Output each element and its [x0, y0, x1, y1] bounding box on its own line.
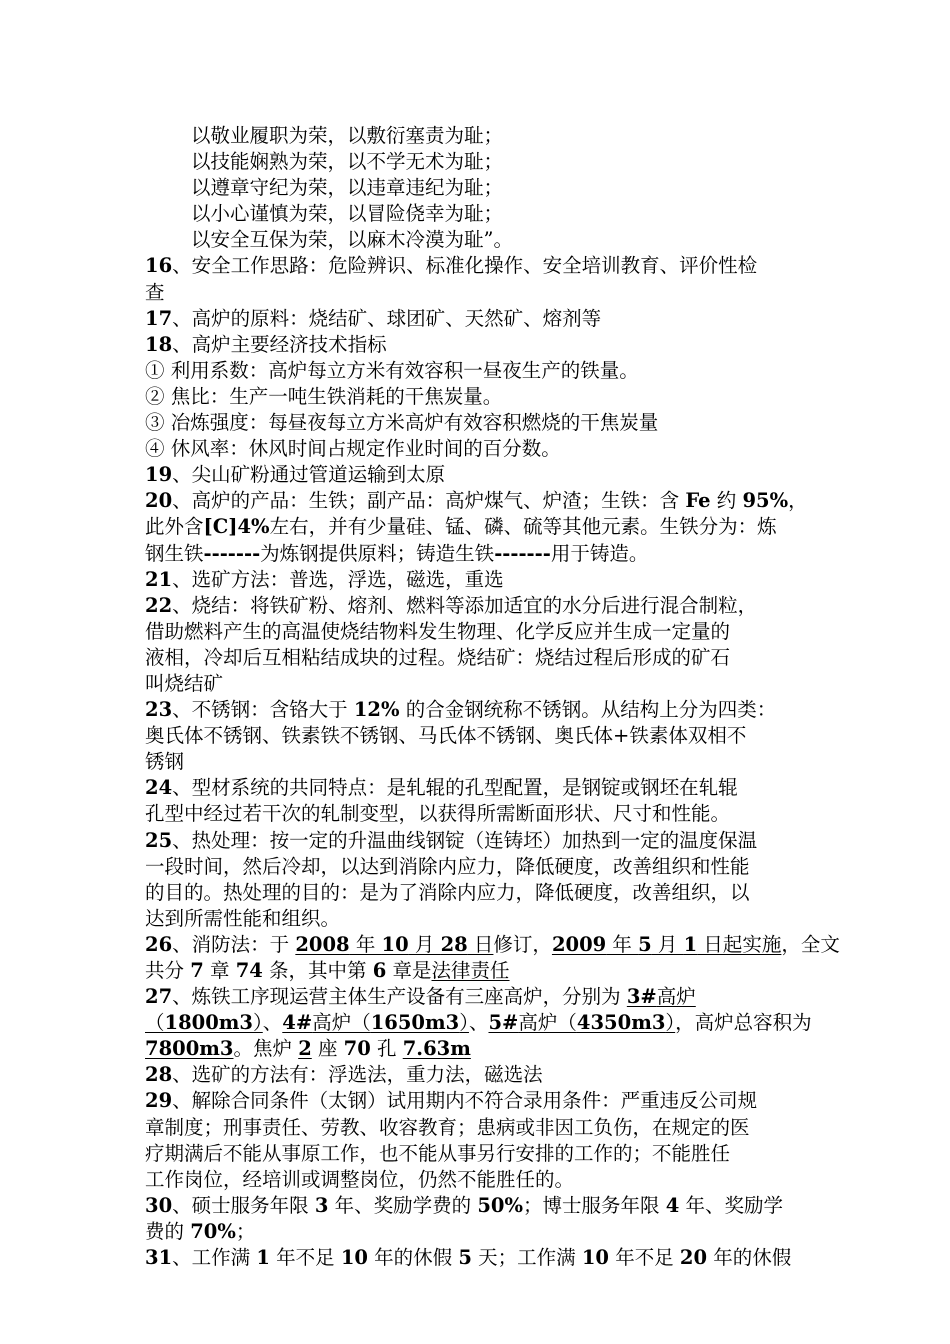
item-23-cont: 锈钢 — [145, 750, 185, 774]
item-number: 19 — [145, 463, 173, 487]
item-26 — [145, 932, 840, 958]
item-text: 、安全工作思路：危险辨识、标准化操作、安全培训教育、评价性检 — [172, 254, 758, 278]
item-value: [C]4% — [203, 515, 270, 539]
item-number: 31 — [145, 1246, 173, 1270]
item-text: 修订， — [493, 932, 552, 956]
item-text: 、高炉的产品：生铁；副产品：高炉煤气、炉渣；生铁：含 — [172, 489, 686, 513]
item-22 — [145, 593, 817, 619]
item-text: 、 — [262, 1011, 283, 1035]
item-text: ，全文 — [781, 932, 840, 956]
item-text: 月 — [408, 932, 441, 956]
item-text: 高炉 — [656, 985, 696, 1009]
item-text: 条，其中第 — [262, 959, 373, 982]
item-number: 24 — [145, 776, 173, 800]
item-25-cont: 的目的。热处理的目的：是为了消除内应力，降低硬度，改善组织，以 — [145, 880, 750, 904]
item-24 — [145, 775, 817, 801]
item-text: 、工作满 — [172, 1246, 257, 1270]
motto-line: 以技能娴熟为荣，以不学无术为耻； — [191, 150, 504, 174]
item-29-cont: 工作岗位，经培训或调整岗位，仍然不能胜任的。 — [145, 1167, 575, 1191]
blast-furnace-3 — [627, 985, 696, 1008]
item-text: 、硕士服务年限 — [172, 1193, 315, 1217]
item-value: 5# — [488, 1011, 519, 1035]
item-text: ； — [235, 1219, 256, 1243]
item-20 — [145, 488, 817, 514]
item-text: ） — [253, 1011, 263, 1035]
item-text: 年 — [606, 932, 639, 956]
item-number: 20 — [145, 489, 173, 513]
item-20-cont — [145, 541, 817, 567]
motto-line: 以敬业履职为荣，以敷衍塞责为耻； — [191, 124, 504, 147]
item-value: 5 — [458, 1246, 472, 1270]
item-value: 10 — [340, 1246, 368, 1270]
item-27-cont — [145, 1010, 817, 1036]
item-value: 4 — [665, 1193, 680, 1217]
item-21 — [145, 567, 817, 593]
item-value: 12% — [353, 698, 400, 722]
item-value: 50% — [477, 1193, 523, 1217]
item-text: 年不足 — [269, 1246, 341, 1270]
law-chapter: 法律责任 — [431, 959, 510, 982]
item-22-cont: 液相，冷却后互相粘结成块的过程。烧结矿：烧结过程后形成的矿石 — [145, 645, 731, 669]
item-value: 6 — [372, 959, 387, 982]
item-value: 28 — [440, 932, 468, 956]
item-number: 21 — [145, 567, 173, 591]
item-text: 用于铸造。 — [550, 541, 649, 565]
coke-oven-count: 2 — [298, 1037, 312, 1061]
item-value: 10 — [581, 1246, 609, 1270]
item-text: 此外含 — [145, 515, 204, 539]
item-27 — [145, 984, 817, 1010]
item-18 — [145, 332, 817, 358]
item-number: 23 — [145, 698, 173, 722]
item-text: （ — [145, 1011, 165, 1035]
item-value: 1 — [256, 1246, 270, 1270]
item-29-cont: 章制度；刑事责任、劳教、收容教育；患病或非因工负伤，在规定的医 — [145, 1115, 750, 1139]
item-value: 5 — [638, 932, 652, 956]
item-value: 74 — [235, 959, 263, 982]
blast-furnace-4 — [282, 1011, 469, 1034]
item-29 — [145, 1088, 817, 1114]
effective-date — [552, 933, 781, 956]
item-text: 月 — [651, 932, 684, 956]
item-text: ，高炉总容积为 — [675, 1011, 812, 1035]
revision-date — [295, 933, 493, 956]
item-text: 天；工作满 — [471, 1246, 582, 1270]
item-value: 70 — [343, 1037, 371, 1061]
item-number: 17 — [145, 306, 173, 330]
indicator-line: ② 焦比：生产一吨生铁消耗的干焦炭量。 — [145, 384, 503, 408]
item-text: 年、奖励学费的 — [328, 1193, 478, 1217]
item-text: 共分 — [145, 959, 191, 982]
item-value: 20 — [679, 1246, 708, 1270]
document-page — [145, 123, 840, 1271]
item-value: 2009 — [551, 932, 607, 956]
item-16-cont: 查 — [145, 280, 165, 304]
item-value: 1650m3 — [370, 1011, 460, 1035]
item-text: ） — [665, 1011, 676, 1035]
item-text: 、选矿的方法有：浮选法，重力法，磁选法 — [172, 1063, 543, 1087]
item-text: 、解除合同条件（太钢）试用期内不符合录用条件：严重违反公司规 — [172, 1089, 758, 1113]
item-29-cont: 疗期满后不能从事原工作，也不能从事另行安排的工作的；不能胜任 — [145, 1141, 731, 1165]
item-number: 22 — [145, 593, 173, 617]
item-text: 年的休假 — [707, 1246, 792, 1270]
item-17 — [145, 306, 817, 332]
item-text: 约 — [710, 489, 743, 513]
item-text: ， — [788, 489, 808, 513]
item-text: 、炼铁工序现运营主体生产设备有三座高炉，分别为 — [172, 985, 627, 1009]
item-number: 18 — [145, 332, 173, 356]
item-text: 日起实施 — [697, 932, 782, 956]
item-text: 、烧结：将铁矿粉、熔剂、燃料等添加适宜的水分后进行混合制粒， — [172, 593, 758, 617]
indicator-line: ① 利用系数：高炉每立方米有效容积一昼夜生产的铁量。 — [145, 358, 639, 382]
item-text: 、 — [468, 1011, 489, 1035]
item-value: 3# — [626, 985, 657, 1009]
item-text: 章是 — [386, 959, 432, 982]
item-value: 7 — [190, 959, 204, 982]
item-text: 、高炉的原料：烧结矿、球团矿、天然矿、熔剂等 — [172, 306, 602, 330]
item-text: ------- — [494, 541, 551, 565]
item-25-cont: 一段时间，然后冷却，以达到消除内应力，降低硬度，改善组织和性能 — [145, 854, 750, 878]
item-text: 年的休假 — [367, 1246, 459, 1270]
item-25 — [145, 828, 817, 854]
motto-line: 以安全互保为荣，以麻木冷漠为耻”。 — [191, 228, 513, 252]
item-text: 、尖山矿粉通过管道运输到太原 — [172, 463, 446, 487]
item-text: 日 — [467, 932, 494, 956]
item-31 — [145, 1245, 817, 1271]
item-text: 钢生铁 — [145, 541, 204, 565]
item-23-cont: 奥氏体不锈钢、铁素铁不锈钢、马氏体不锈钢、奥氏体+铁素体双相不 — [145, 724, 747, 748]
item-16 — [145, 253, 817, 279]
item-23 — [145, 697, 817, 723]
total-volume: 7800m3 — [145, 1037, 234, 1061]
blast-furnace-5 — [488, 1011, 675, 1034]
item-value: 4# — [282, 1011, 313, 1035]
item-number: 28 — [145, 1063, 173, 1087]
motto-line: 以遵章守纪为荣，以违章违纪为耻； — [191, 176, 504, 200]
item-text: 、不锈钢：含铬大于 — [172, 698, 354, 722]
item-text: ） — [459, 1011, 469, 1035]
item-30-cont — [145, 1219, 817, 1245]
item-text: 年不足 — [609, 1246, 680, 1270]
item-value: 70% — [190, 1219, 236, 1243]
item-text: 、型材系统的共同特点：是轧辊的孔型配置，是钢锭或钢坯在轧辊 — [172, 776, 738, 800]
item-text: 章 — [203, 959, 236, 982]
item-text: 左右，并有少量硅、锰、磷、硫等其他元素。生铁分为：炼 — [269, 515, 777, 539]
indicator-line: ④ 休风率：休风时间占规定作业时间的百分数。 — [145, 437, 561, 461]
item-text: 年 — [349, 932, 382, 956]
item-value: 95% — [742, 489, 789, 513]
item-text: ；博士服务年限 — [523, 1193, 666, 1217]
item-30 — [145, 1193, 817, 1219]
item-26-cont — [145, 958, 817, 984]
blast-furnace-3-volume — [145, 1011, 263, 1034]
item-number: 27 — [145, 985, 173, 1009]
item-text: 年、奖励学 — [679, 1193, 783, 1217]
item-text: 为炼钢提供原料；铸造生铁 — [260, 541, 495, 565]
item-text: ------- — [203, 541, 261, 565]
item-value: 4350m3 — [576, 1011, 666, 1035]
item-text: 高炉（ — [518, 1011, 577, 1035]
coke-oven-height: 7.63m — [402, 1037, 471, 1061]
item-text: 。焦炉 — [233, 1037, 299, 1061]
item-value: Fe — [685, 489, 711, 513]
item-text: 座 — [311, 1037, 344, 1061]
item-value: 1 — [683, 932, 698, 956]
item-20-cont — [145, 514, 817, 540]
item-value: 2008 — [295, 932, 350, 956]
item-24-cont: 孔型中经过若干次的轧制变型，以获得所需断面形状、尺寸和性能。 — [145, 802, 731, 826]
item-text: 、选矿方法：普选，浮选，磁选，重选 — [172, 567, 504, 591]
item-text: 孔 — [370, 1037, 403, 1061]
item-27-cont — [145, 1036, 817, 1062]
item-19 — [145, 462, 817, 488]
item-number: 25 — [145, 828, 173, 852]
item-28 — [145, 1062, 817, 1088]
item-text: 、高炉主要经济技术指标 — [172, 332, 387, 356]
item-number: 30 — [145, 1193, 173, 1217]
item-value: 1800m3 — [164, 1011, 253, 1035]
item-22-cont: 叫烧结矿 — [145, 671, 224, 695]
item-value: 3 — [314, 1193, 329, 1217]
item-text: 、消防法：于 — [172, 932, 296, 956]
item-text: 、热处理：按一定的升温曲线钢锭（连铸坯）加热到一定的温度保温 — [172, 828, 758, 852]
item-number: 16 — [145, 254, 173, 278]
motto-line: 以小心谨慎为荣，以冒险侥幸为耻； — [191, 202, 504, 226]
item-text: 费的 — [145, 1219, 191, 1243]
item-number: 29 — [145, 1089, 173, 1113]
item-text: 的合金钢统称不锈钢。从结构上分为四类： — [399, 698, 777, 722]
item-value: 10 — [381, 932, 409, 956]
indicator-line: ③ 冶炼强度：每昼夜每立方米高炉有效容积燃烧的干焦炭量 — [145, 411, 659, 435]
item-number: 26 — [145, 932, 173, 956]
item-text: 高炉（ — [312, 1011, 371, 1035]
item-22-cont: 借助燃料产生的高温使烧结物料发生物理、化学反应并生成一定量的 — [145, 619, 731, 643]
item-25-cont: 达到所需性能和组织。 — [145, 906, 341, 930]
